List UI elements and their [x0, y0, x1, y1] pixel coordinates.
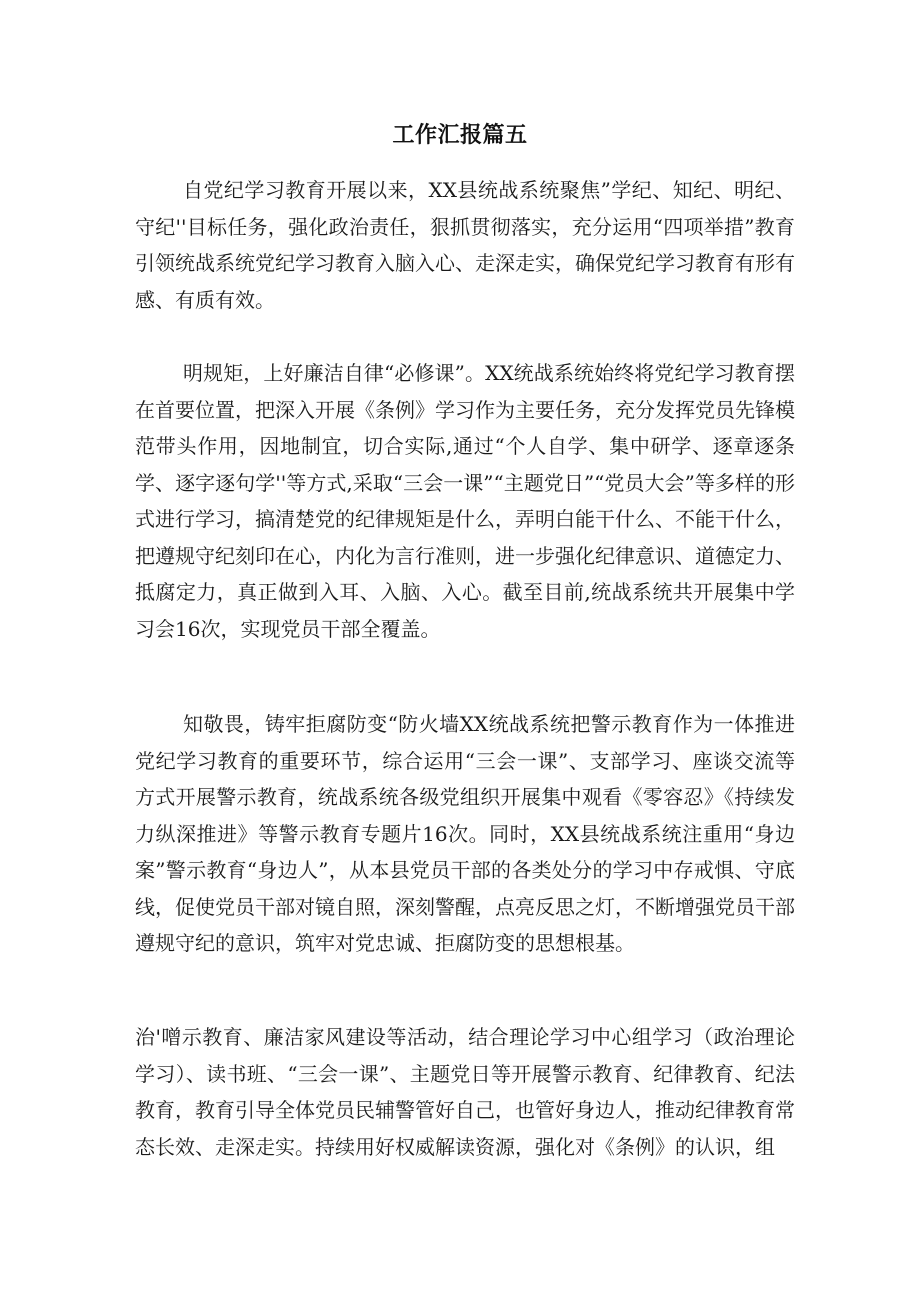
paragraph-warning-education: 知敬畏，铸牢拒腐防变“防火墙XX统战系统把警示教育作为一体推进党纪学习教育的重要环节，综合运用“三会一课”、支部学习、座谈交流等方式开展警示教育，统战系统各级党组织开展集中观看《零容忍》《持续发力纵深推进》等警示教育专题片16次。同时，XX县统战系统注重用“身边案”警示教育“身边人”，从本县党员干部的各类处分的学习中存戒惧、守底线，促使党员干部对镜自照，深刻警醒，点亮反思之灯，不断增强党员干部遵规守纪的意识，筑牢对党忠诚、拒腐防变的思想根基。 [135, 712, 795, 955]
document-title: 工作汇报篇五 [392, 123, 528, 148]
paragraph-continuation: 治'噌示教育、廉洁家风建设等活动，结合理论学习中心组学习（政治理论学习）、读书班、“三会一课”、主题党日等开展警示教育、纪律教育、纪法教育，教育引导全体党员民辅警管好自己，也管好身边人，推动纪律教育常态长效、走深走实。持续用好权威解读资源，强化对《条例》的认识，组 [135, 1025, 795, 1159]
paragraph-intro: 自党纪学习教育开展以来，XX县统战系统聚焦”学纪、知纪、明纪、守纪''目标任务，强化政治责任，狠抓贯彻落实，充分运用“四项举措”教育引领统战系统党纪学习教育入脑入心、走深走实，确保党纪学习教育有形有感、有质有效。 [135, 178, 795, 312]
paragraph-rules: 明规矩，上好廉洁自律“必修课”。XX统战系统始终将党纪学习教育摆在首要位置，把深入开展《条例》学习作为主要任务，充分发挥党员先锋模范带头作用，因地制宜，切合实际,通过“个人自学、集中研学、逐章逐条学、逐字逐句学''等方式,采取“三会一课”“主题党日”“党员大会”等多样的形式进行学习，搞清楚党的纪律规矩是什么，弄明白能干什么、不能干什么，把遵规守纪刻印在心，内化为言行准则，进一步强化纪律意识、道德定力、抵腐定力，真正做到入耳、入脑、入心。截至目前,统战系统共开展集中学习会16次，实现党员干部全覆盖。 [135, 361, 795, 641]
